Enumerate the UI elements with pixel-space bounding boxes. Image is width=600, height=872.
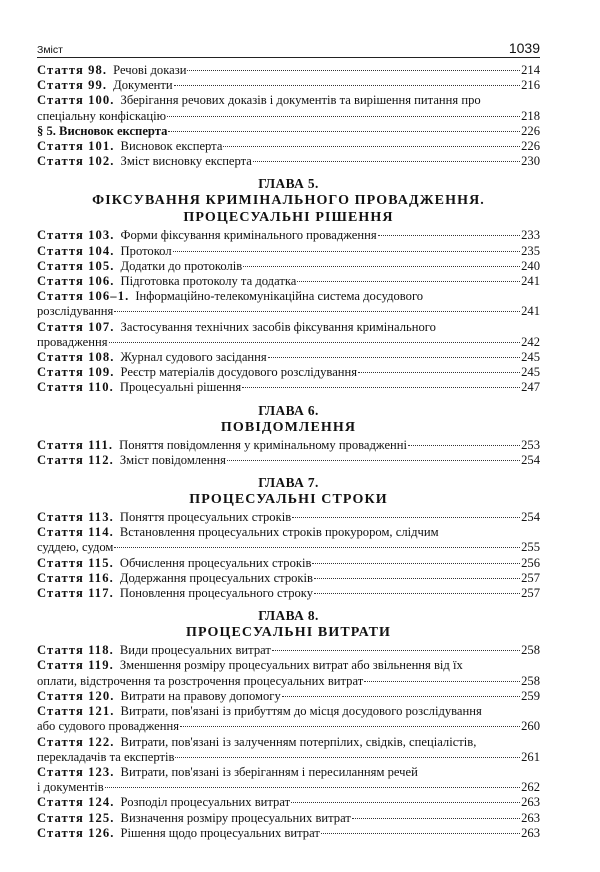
article-number: Стаття 105. bbox=[37, 258, 115, 273]
article-number: Стаття 101. bbox=[37, 139, 115, 154]
page-number: 254 bbox=[521, 510, 540, 525]
chapter-title: ФІКСУВАННЯ КРИМІНАЛЬНОГО ПРОВАДЖЕННЯ. bbox=[92, 193, 485, 209]
article-number: Стаття 119. bbox=[37, 658, 114, 673]
entry-line bbox=[37, 109, 540, 124]
dot-leader bbox=[175, 757, 520, 758]
toc-entry[interactable] bbox=[37, 689, 540, 704]
entry-title: Поновлення процесуального строку bbox=[119, 586, 314, 601]
entry-title: Журнал судового засідання bbox=[120, 350, 267, 365]
entry-line bbox=[37, 320, 540, 335]
dot-leader bbox=[314, 578, 520, 579]
entry-line bbox=[37, 289, 540, 304]
toc-entry[interactable] bbox=[37, 735, 540, 765]
dot-leader bbox=[321, 833, 520, 834]
entry-line bbox=[37, 826, 540, 841]
toc-entry[interactable] bbox=[37, 658, 540, 688]
page-number: 216 bbox=[521, 78, 540, 93]
page-number: 254 bbox=[521, 452, 540, 467]
article-number: Стаття 125. bbox=[37, 810, 115, 825]
entry-line bbox=[37, 750, 540, 765]
article-number: Стаття 98. bbox=[37, 63, 108, 77]
page-number: 226 bbox=[521, 123, 540, 138]
article-number: Стаття 123. bbox=[37, 764, 115, 779]
toc-entry[interactable] bbox=[37, 826, 540, 841]
article-number: Стаття 103. bbox=[37, 228, 115, 243]
entry-title: Визначення розміру процесуальних витрат bbox=[120, 810, 351, 825]
dot-leader bbox=[378, 235, 520, 236]
toc-entry[interactable] bbox=[37, 259, 540, 274]
page-number: 214 bbox=[521, 63, 540, 77]
entry-title: Зберігання речових доказів і документів та вирішення питання про bbox=[120, 93, 481, 108]
entry-line bbox=[37, 658, 540, 673]
page-number: 241 bbox=[521, 304, 540, 319]
page bbox=[37, 36, 540, 841]
entry-title: розслідування bbox=[37, 304, 114, 319]
entry-title: Витрати на правову допомогу bbox=[120, 688, 281, 703]
toc-entry[interactable] bbox=[37, 525, 540, 555]
toc-entry[interactable] bbox=[37, 453, 540, 468]
page-number: 256 bbox=[521, 555, 540, 570]
dot-leader bbox=[272, 650, 520, 651]
toc-entry[interactable] bbox=[37, 571, 540, 586]
page-number: 218 bbox=[521, 108, 540, 123]
entry-title: Додержання процесуальних строків bbox=[119, 570, 313, 585]
dot-leader bbox=[297, 281, 520, 282]
toc-entry[interactable] bbox=[37, 556, 540, 571]
entry-title: § 5. Висновок експерта bbox=[37, 123, 168, 138]
dot-leader bbox=[105, 787, 520, 788]
entry-title: Реєстр матеріалів досудового розслідування bbox=[120, 365, 358, 380]
entry-line bbox=[37, 674, 540, 689]
page-number: 247 bbox=[521, 380, 540, 395]
toc-entry[interactable] bbox=[37, 289, 540, 319]
article-number: Стаття 100. bbox=[37, 93, 115, 108]
entry-line bbox=[37, 380, 540, 395]
article-number: Стаття 126. bbox=[37, 825, 115, 840]
entry-line bbox=[37, 811, 540, 826]
article-number: Стаття 124. bbox=[37, 795, 115, 810]
entry-title: Речові докази bbox=[113, 63, 187, 77]
toc-entry[interactable] bbox=[37, 765, 540, 795]
article-number: Стаття 106. bbox=[37, 274, 115, 289]
entry-title: Зміст висновку експерта bbox=[120, 154, 252, 169]
toc-entry[interactable] bbox=[37, 795, 540, 810]
page-number: 262 bbox=[521, 780, 540, 795]
entry-line bbox=[37, 453, 540, 468]
dot-leader bbox=[408, 445, 520, 446]
entry-line bbox=[37, 365, 540, 380]
entry-title: або судового провадження bbox=[37, 719, 180, 734]
dot-leader bbox=[253, 161, 520, 162]
entry-title: спеціальну конфіскацію bbox=[37, 108, 166, 123]
dot-leader bbox=[364, 681, 520, 682]
dot-leader bbox=[223, 146, 520, 147]
entry-line bbox=[37, 124, 540, 139]
chapter-title: ПРОЦЕСУАЛЬНІ СТРОКИ bbox=[189, 492, 388, 508]
entry-title: оплати, відстрочення та розстрочення процесуальних витрат bbox=[37, 673, 364, 688]
toc-entry[interactable] bbox=[37, 811, 540, 826]
dot-leader bbox=[187, 70, 520, 71]
page-number: 230 bbox=[521, 154, 540, 169]
entry-line bbox=[37, 63, 540, 78]
entry-line bbox=[37, 93, 540, 108]
entry-title: і документів bbox=[37, 780, 104, 795]
entry-line bbox=[37, 765, 540, 780]
entry-line bbox=[37, 259, 540, 274]
entry-title: Витрати, пов'язані із прибуттям до місця досудового розслідування bbox=[120, 704, 482, 719]
chapter-number: ГЛАВА 8. bbox=[258, 608, 319, 624]
entry-line bbox=[37, 139, 540, 154]
header-page-number: 1039 bbox=[508, 40, 540, 56]
page-number: 253 bbox=[521, 437, 540, 452]
entry-line bbox=[37, 643, 540, 658]
entry-line bbox=[37, 78, 540, 93]
page-number: 259 bbox=[521, 688, 540, 703]
dot-leader bbox=[227, 460, 520, 461]
toc-entry[interactable] bbox=[37, 586, 540, 601]
entry-line bbox=[37, 704, 540, 719]
page-number: 258 bbox=[521, 643, 540, 658]
article-number: Стаття 107. bbox=[37, 319, 115, 334]
entry-title: Інформаційно-телекомунікаційна система досудового bbox=[135, 289, 424, 304]
article-number: Стаття 116. bbox=[37, 570, 114, 585]
toc-entry[interactable] bbox=[37, 93, 540, 123]
dot-leader bbox=[268, 357, 520, 358]
entry-title: Види процесуальних витрат bbox=[119, 643, 271, 658]
article-number: Стаття 114. bbox=[37, 525, 114, 540]
article-number: Стаття 122. bbox=[37, 734, 115, 749]
entry-line bbox=[37, 510, 540, 525]
entry-line bbox=[37, 795, 540, 810]
article-number: Стаття 110. bbox=[37, 380, 114, 395]
toc-entry[interactable] bbox=[37, 365, 540, 380]
page-number: 255 bbox=[521, 540, 540, 555]
entry-title: Обчислення процесуальних строків bbox=[119, 555, 312, 570]
toc-entry[interactable] bbox=[37, 320, 540, 350]
article-number: Стаття 108. bbox=[37, 350, 115, 365]
chapter-number: ГЛАВА 6. bbox=[258, 402, 319, 418]
entry-title: Зміст повідомлення bbox=[119, 452, 226, 467]
entry-line bbox=[37, 350, 540, 365]
page-number: 245 bbox=[521, 350, 540, 365]
toc-entry[interactable] bbox=[37, 274, 540, 289]
running-header bbox=[37, 36, 540, 58]
page-number: 240 bbox=[521, 258, 540, 273]
entry-line bbox=[37, 780, 540, 795]
dot-leader bbox=[243, 266, 520, 267]
entry-line bbox=[37, 335, 540, 350]
page-number: 242 bbox=[521, 334, 540, 349]
article-number: Стаття 109. bbox=[37, 365, 115, 380]
page-number: 263 bbox=[521, 810, 540, 825]
article-number: Стаття 99. bbox=[37, 78, 108, 93]
entry-title: Висновок експерта bbox=[120, 139, 223, 154]
toc-entry[interactable] bbox=[37, 350, 540, 365]
dot-leader bbox=[167, 116, 520, 117]
entry-line bbox=[37, 244, 540, 259]
dot-leader bbox=[312, 563, 520, 564]
page-number: 245 bbox=[521, 365, 540, 380]
dot-leader bbox=[282, 696, 520, 697]
article-number: Стаття 112. bbox=[37, 452, 114, 467]
chapter-heading bbox=[37, 403, 540, 436]
dot-leader bbox=[114, 547, 520, 548]
toc-entry[interactable] bbox=[37, 704, 540, 734]
chapter-heading bbox=[37, 475, 540, 508]
entry-title: Додатки до протоколів bbox=[120, 258, 243, 273]
toc-entry[interactable] bbox=[37, 139, 540, 154]
page-number: 263 bbox=[521, 825, 540, 840]
entry-line bbox=[37, 540, 540, 555]
entry-title: суддею, судом bbox=[37, 540, 114, 555]
page-number: 260 bbox=[521, 719, 540, 734]
dot-leader bbox=[174, 85, 520, 86]
toc-entry[interactable] bbox=[37, 63, 540, 78]
toc-entry[interactable] bbox=[37, 380, 540, 395]
entry-title: Підготовка протоколу та додатка bbox=[120, 274, 297, 289]
entry-title: провадження bbox=[37, 334, 108, 349]
chapter-title: ПРОЦЕСУАЛЬНІ ВИТРАТИ bbox=[185, 625, 392, 641]
entry-line bbox=[37, 154, 540, 169]
entry-title: перекладачів та експертів bbox=[37, 749, 175, 764]
entry-title: Витрати, пов'язані із залученням потерпілих, свідків, спеціалістів, bbox=[120, 734, 477, 749]
dot-leader bbox=[242, 387, 520, 388]
page-number: 241 bbox=[521, 274, 540, 289]
entry-title: Форми фіксування кримінального провадження bbox=[120, 228, 377, 243]
article-number: Стаття 102. bbox=[37, 154, 115, 169]
entry-title: Поняття процесуальних строків bbox=[119, 510, 292, 525]
entry-title: Витрати, пов'язані із зберіганням і пересиланням речей bbox=[120, 764, 418, 779]
header-section-title: Зміст bbox=[37, 44, 63, 56]
page-number: 233 bbox=[521, 228, 540, 243]
toc-entry[interactable] bbox=[37, 510, 540, 525]
article-number: Стаття 113. bbox=[37, 510, 114, 525]
entry-title: Протокол bbox=[120, 243, 172, 258]
toc-section-entry[interactable] bbox=[37, 124, 540, 139]
dot-leader bbox=[358, 372, 520, 373]
toc-entry[interactable] bbox=[37, 244, 540, 259]
article-number: Стаття 118. bbox=[37, 643, 114, 658]
chapter-heading bbox=[37, 176, 540, 226]
entry-title: Поняття повідомлення у кримінальному провадженні bbox=[119, 437, 408, 452]
toc-entry[interactable] bbox=[37, 228, 540, 243]
chapter-title: ПОВІДОМЛЕННЯ bbox=[220, 419, 357, 435]
entry-line bbox=[37, 571, 540, 586]
entry-title: Розподіл процесуальних витрат bbox=[120, 795, 291, 810]
chapter-number: ГЛАВА 7. bbox=[258, 475, 319, 491]
chapter-title: ПРОЦЕСУАЛЬНІ РІШЕННЯ bbox=[183, 210, 394, 226]
dot-leader bbox=[173, 251, 521, 252]
article-number: Стаття 121. bbox=[37, 704, 115, 719]
page-number: 257 bbox=[521, 586, 540, 601]
entry-title: Зменшення розміру процесуальних витрат або звільнення від їх bbox=[119, 658, 463, 673]
page-number: 263 bbox=[521, 795, 540, 810]
toc-entry[interactable] bbox=[37, 438, 540, 453]
dot-leader bbox=[314, 593, 520, 594]
entry-line bbox=[37, 556, 540, 571]
toc-entry[interactable] bbox=[37, 643, 540, 658]
toc-entry[interactable] bbox=[37, 78, 540, 93]
entry-title: Документи bbox=[113, 78, 173, 93]
chapter-number: ГЛАВА 5. bbox=[258, 176, 319, 192]
article-number: Стаття 117. bbox=[37, 586, 114, 601]
entry-line bbox=[37, 438, 540, 453]
entry-line bbox=[37, 228, 540, 243]
entry-line bbox=[37, 586, 540, 601]
dot-leader bbox=[114, 311, 520, 312]
dot-leader bbox=[180, 726, 520, 727]
dot-leader bbox=[168, 131, 520, 132]
entry-line bbox=[37, 304, 540, 319]
entry-title: Рішення щодо процесуальних витрат bbox=[120, 825, 320, 840]
entry-line bbox=[37, 525, 540, 540]
article-number: Стаття 111. bbox=[37, 437, 114, 452]
entry-line bbox=[37, 719, 540, 734]
entry-line bbox=[37, 274, 540, 289]
page-number: 257 bbox=[521, 570, 540, 585]
entry-line bbox=[37, 735, 540, 750]
article-number: Стаття 120. bbox=[37, 688, 115, 703]
table-of-contents bbox=[37, 63, 540, 841]
dot-leader bbox=[291, 802, 520, 803]
page-number: 226 bbox=[521, 139, 540, 154]
page-number: 258 bbox=[521, 673, 540, 688]
entry-title: Встановлення процесуальних строків прокурором, слідчим bbox=[119, 525, 439, 540]
dot-leader bbox=[352, 818, 520, 819]
toc-entry[interactable] bbox=[37, 154, 540, 169]
dot-leader bbox=[292, 517, 520, 518]
entry-line bbox=[37, 689, 540, 704]
article-number: Стаття 106–1. bbox=[37, 289, 130, 304]
page-number: 235 bbox=[521, 243, 540, 258]
article-number: Стаття 115. bbox=[37, 555, 114, 570]
entry-title: Процесуальні рішення bbox=[119, 380, 242, 395]
chapter-heading bbox=[37, 608, 540, 641]
dot-leader bbox=[109, 342, 521, 343]
page-number: 261 bbox=[521, 749, 540, 764]
entry-title: Застосування технічних засобів фіксування кримінального bbox=[120, 319, 436, 334]
article-number: Стаття 104. bbox=[37, 243, 115, 258]
